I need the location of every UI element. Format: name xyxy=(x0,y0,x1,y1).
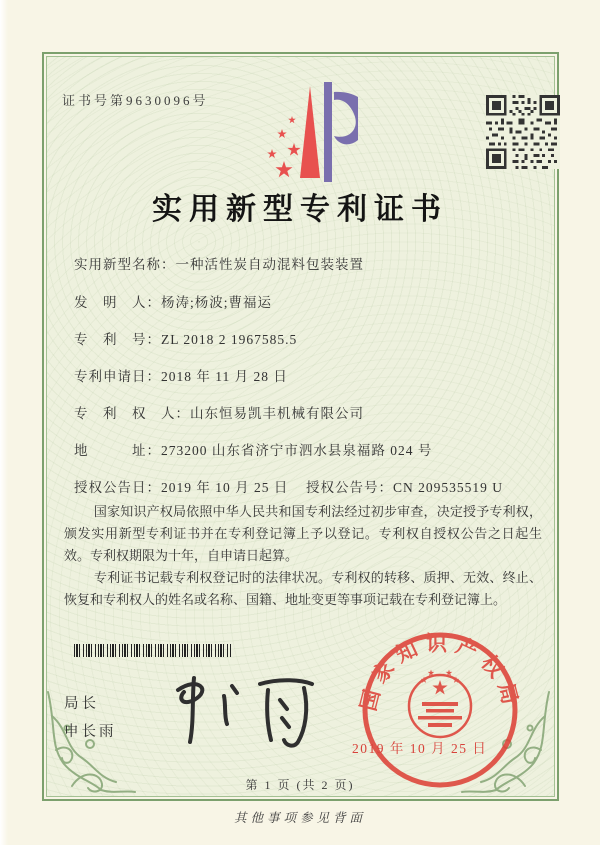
field-label: 专利申请日： xyxy=(74,369,161,384)
certificate-number: 证书号第9630096号 xyxy=(62,93,209,108)
field-label: 地 址： xyxy=(74,443,161,458)
seal-date: 2019 年 10 月 25 日 xyxy=(352,741,488,756)
back-side-note: 其他事项参见背面 xyxy=(233,811,366,825)
cnipa-logo-icon xyxy=(258,78,358,188)
field-address xyxy=(74,439,544,459)
svg-text:国家知识产权局: 国家知识产权局 xyxy=(356,631,524,714)
field-inventors xyxy=(74,291,544,311)
field-grant-announcement xyxy=(74,476,544,496)
grant-date-value: 2019 年 10 月 25 日 xyxy=(161,480,289,495)
field-value: 杨涛;杨波;曹福运 xyxy=(161,295,273,310)
field-value: 一种活性炭自动混料包装装置 xyxy=(175,257,364,272)
page-number: 第 1 页 (共 2 页) xyxy=(245,778,355,792)
grant-number-label: 授权公告号： xyxy=(306,480,393,495)
scan-edge-shadow xyxy=(0,0,8,845)
field-value: 273200 山东省济宁市泗水县泉福路 024 号 xyxy=(161,443,433,458)
field-patentee xyxy=(74,402,544,422)
official-seal-icon xyxy=(352,630,527,795)
field-filing-date xyxy=(74,365,544,385)
field-label: 实用新型名称： xyxy=(74,257,176,272)
field-value: 山东恒易凯丰机械有限公司 xyxy=(190,406,364,421)
officer-title: 局长 xyxy=(64,696,99,712)
grant-number-value: CN 209535519 U xyxy=(393,480,504,495)
field-utility-model-name xyxy=(74,253,544,273)
grant-number-pair xyxy=(306,476,503,496)
field-value: 2018 年 11 月 28 日 xyxy=(161,369,288,384)
qr-code-icon xyxy=(486,95,560,169)
barcode-icon xyxy=(74,644,232,657)
field-value: ZL 2018 2 1967585.5 xyxy=(161,332,298,347)
legal-paragraph-2: 专利证书记载专利权登记时的法律状况。专利权的转移、质押、无效、终止、恢复和专利权人的姓名或名称、国籍、地址变更等事项记载在专利登记簿上。 xyxy=(64,570,542,607)
legal-text-block xyxy=(64,501,542,611)
officer-block xyxy=(64,690,117,746)
legal-paragraph-1: 国家知识产权局依照中华人民共和国专利法经过初步审查，决定授予专利权，颁发实用新型专利证书并在专利登记簿上予以登记。专利权自授权公告之日起生效。专利权期限为十年，自申请日起算。 xyxy=(64,504,542,563)
certificate-title: 实用新型专利证书 xyxy=(152,193,448,226)
grant-date-label: 授权公告日： xyxy=(74,480,161,495)
signature-handwritten-icon xyxy=(148,668,338,753)
field-label: 专 利 权 人： xyxy=(74,406,190,421)
officer-name: 申长雨 xyxy=(64,724,117,740)
field-label: 发 明 人： xyxy=(74,295,161,310)
field-label: 专 利 号： xyxy=(74,332,161,347)
field-patent-number xyxy=(74,328,544,348)
